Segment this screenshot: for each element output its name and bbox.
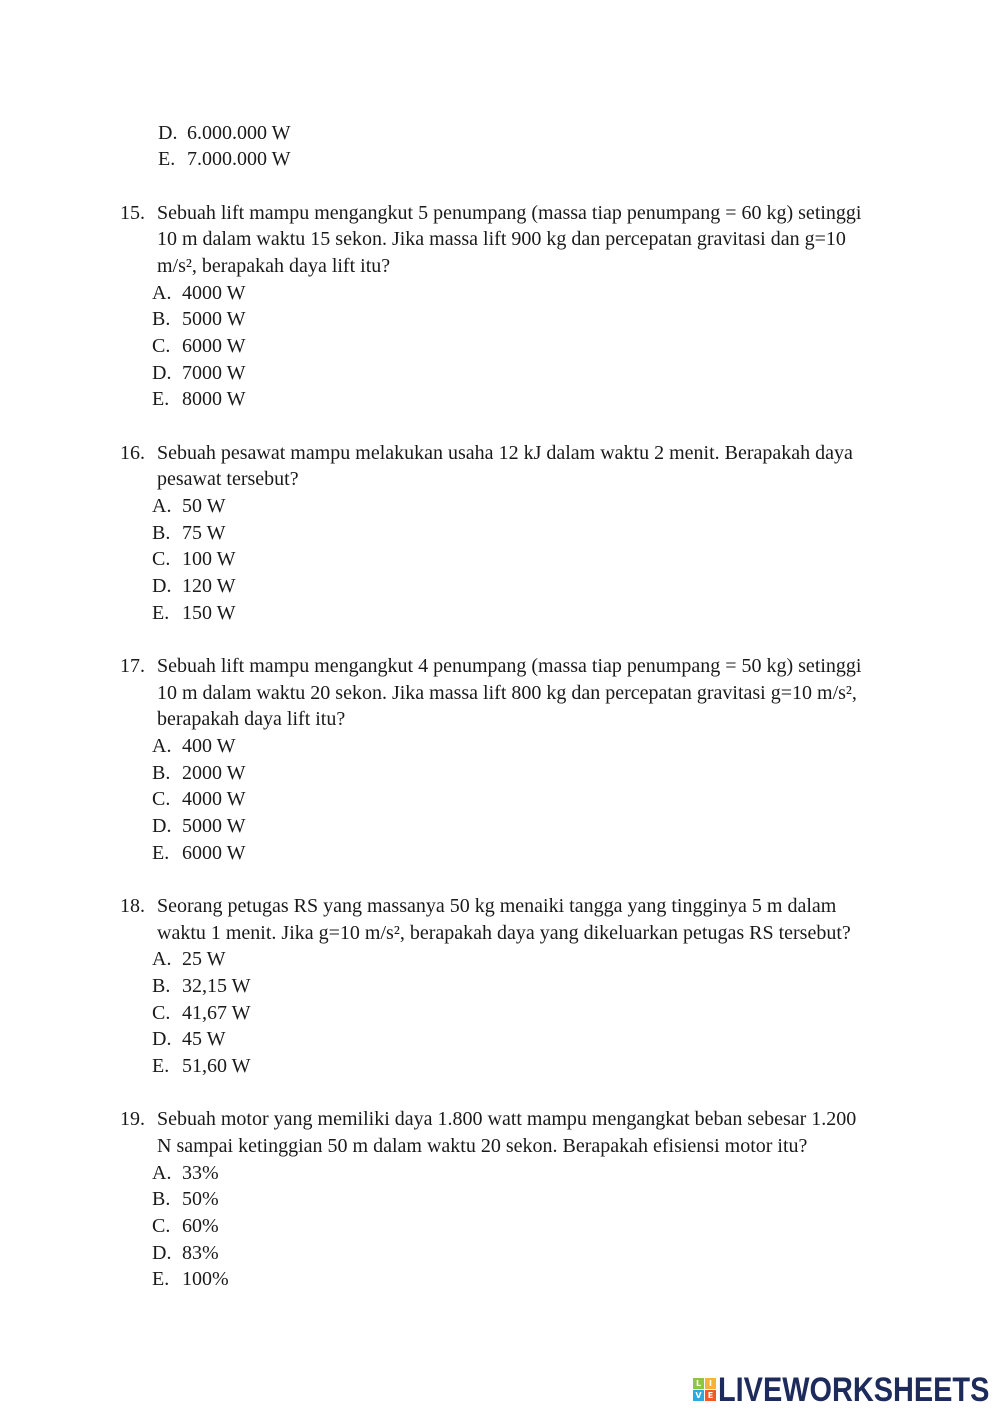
question-stem — [120, 200, 960, 280]
question-number: 17. — [120, 655, 145, 678]
options-list — [152, 1160, 960, 1293]
option-text: 5000 W — [182, 815, 246, 838]
liveworksheets-icon — [693, 1378, 716, 1401]
option-b — [152, 306, 960, 333]
option-a — [152, 946, 960, 973]
option-letter: A. — [152, 495, 172, 518]
option-letter: C. — [152, 335, 171, 358]
option-b — [152, 760, 960, 787]
option-text: 45 W — [182, 1028, 226, 1051]
options-list — [152, 280, 960, 413]
option-d — [152, 813, 960, 840]
question-text — [157, 653, 861, 733]
question-stem — [120, 893, 960, 946]
liveworksheets-logo — [693, 1373, 993, 1407]
option-b — [152, 1186, 960, 1213]
option-letter: C. — [152, 1215, 171, 1238]
option-c — [152, 546, 960, 573]
option-c — [152, 1213, 960, 1240]
question-17 — [120, 653, 960, 866]
option-letter: B. — [152, 761, 171, 784]
option-text: 7.000.000 W — [187, 148, 291, 171]
option-letter: A. — [152, 735, 172, 758]
option-d — [152, 1240, 960, 1267]
question-number: 15. — [120, 201, 145, 224]
option-e — [152, 600, 960, 627]
option-e — [152, 1266, 960, 1293]
option-letter: E. — [152, 1055, 170, 1078]
question-text-line: berapakah daya lift itu? — [157, 708, 346, 731]
question-19 — [120, 1106, 960, 1293]
option-letter: A. — [152, 1161, 172, 1184]
option-text: 8000 W — [182, 388, 246, 411]
option-text: 100% — [182, 1268, 229, 1291]
question-number: 19. — [120, 1108, 145, 1131]
option-a — [152, 280, 960, 307]
question-stem — [120, 440, 960, 493]
option-e — [158, 146, 960, 173]
question-stem — [120, 1106, 960, 1159]
question-15 — [120, 200, 960, 413]
question-text — [157, 893, 851, 946]
question-text — [157, 200, 861, 280]
option-d — [152, 360, 960, 387]
option-letter: B. — [152, 1188, 171, 1211]
option-e — [152, 1053, 960, 1080]
option-a — [152, 1160, 960, 1187]
options-list — [152, 946, 960, 1079]
option-text: 41,67 W — [182, 1001, 251, 1024]
question-text-line: Sebuah motor yang memiliki daya 1.800 watt mampu mengangkat beban sebesar 1.200 — [157, 1108, 857, 1131]
option-letter: A. — [152, 948, 172, 971]
question-number: 18. — [120, 895, 145, 918]
question-text-line: m/s², berapakah daya lift itu? — [157, 255, 391, 277]
option-text: 50 W — [182, 495, 226, 518]
option-a — [152, 733, 960, 760]
option-text: 33% — [182, 1161, 219, 1184]
option-c — [152, 333, 960, 360]
option-c — [152, 786, 960, 813]
logo-icon-cell: V — [693, 1390, 704, 1401]
option-text: 6.000.000 W — [187, 121, 291, 144]
option-b — [152, 973, 960, 1000]
option-letter: E. — [152, 1268, 170, 1291]
question-text-line: waktu 1 menit. Jika g=10 m/s², berapakah daya yang dikeluarkan petugas RS tersebut? — [157, 921, 851, 944]
option-text: 120 W — [182, 575, 236, 598]
question-text-line: pesawat tersebut? — [157, 468, 299, 491]
option-text: 25 W — [182, 948, 226, 971]
option-d — [152, 573, 960, 600]
option-letter: E. — [152, 841, 170, 864]
question-text-line: Sebuah lift mampu mengangkut 5 penumpang (massa tiap penumpang = 60 kg) setinggi — [157, 201, 862, 224]
option-letter: E. — [152, 388, 170, 411]
option-d — [158, 120, 960, 147]
option-text: 60% — [182, 1215, 219, 1238]
option-letter: B. — [152, 521, 171, 544]
option-letter: A. — [152, 281, 172, 304]
question-text-line: Sebuah pesawat mampu melakukan usaha 12 kJ dalam waktu 2 menit. Berapakah daya — [157, 441, 853, 464]
question-text — [157, 1106, 856, 1159]
option-text: 50% — [182, 1188, 219, 1211]
question-text-line: 10 m dalam waktu 20 sekon. Jika massa lift 800 kg dan percepatan gravitasi g=10 m/s², — [157, 681, 857, 704]
options-list — [152, 493, 960, 626]
option-text: 400 W — [182, 735, 236, 758]
option-e — [152, 386, 960, 413]
logo-icon-cell: I — [705, 1378, 716, 1389]
question-text-line: N sampai ketinggian 50 m dalam waktu 20 sekon. Berapakah efisiensi motor itu? — [157, 1135, 808, 1158]
option-letter: D. — [152, 815, 172, 838]
question-text — [157, 440, 853, 493]
question-stem — [120, 653, 960, 733]
logo-icon-cell: E — [705, 1390, 716, 1401]
continued-options-list — [158, 120, 960, 173]
option-c — [152, 1000, 960, 1027]
option-letter: D. — [152, 361, 172, 384]
logo-text: LIVEWORKSHEETS — [718, 1371, 990, 1409]
option-text: 4000 W — [182, 788, 246, 811]
option-letter: C. — [152, 1001, 171, 1024]
option-b — [152, 520, 960, 547]
option-letter: B. — [152, 308, 171, 331]
option-text: 150 W — [182, 601, 236, 624]
option-text: 2000 W — [182, 761, 246, 784]
option-text: 7000 W — [182, 361, 246, 384]
option-letter: C. — [152, 548, 171, 571]
option-letter: C. — [152, 788, 171, 811]
question-text-line: Sebuah lift mampu mengangkut 4 penumpang (massa tiap penumpang = 50 kg) setinggi — [157, 655, 862, 678]
options-list — [152, 733, 960, 866]
option-letter: D. — [152, 1241, 172, 1264]
option-text: 51,60 W — [182, 1055, 251, 1078]
option-text: 4000 W — [182, 281, 246, 304]
worksheet-content — [120, 120, 960, 1293]
option-text: 32,15 W — [182, 975, 251, 998]
option-a — [152, 493, 960, 520]
option-text: 75 W — [182, 521, 226, 544]
question-text-line: 10 m dalam waktu 15 sekon. Jika massa lift 900 kg dan percepatan gravitasi dan g=10 — [157, 228, 846, 251]
option-letter: D. — [152, 1028, 172, 1051]
option-e — [152, 840, 960, 867]
option-text: 6000 W — [182, 841, 246, 864]
option-text: 6000 W — [182, 335, 246, 358]
question-number: 16. — [120, 441, 145, 464]
question-text-line: Seorang petugas RS yang massanya 50 kg menaiki tangga yang tingginya 5 m dalam — [157, 895, 837, 918]
logo-icon-cell: L — [693, 1378, 704, 1389]
question-16 — [120, 440, 960, 627]
option-text: 100 W — [182, 548, 236, 571]
question-18 — [120, 893, 960, 1080]
option-letter: E. — [158, 148, 176, 171]
option-letter: D. — [152, 575, 172, 598]
option-letter: D. — [158, 121, 178, 144]
option-text: 5000 W — [182, 308, 246, 331]
option-letter: B. — [152, 975, 171, 998]
option-d — [152, 1026, 960, 1053]
option-text: 83% — [182, 1241, 219, 1264]
option-letter: E. — [152, 601, 170, 624]
